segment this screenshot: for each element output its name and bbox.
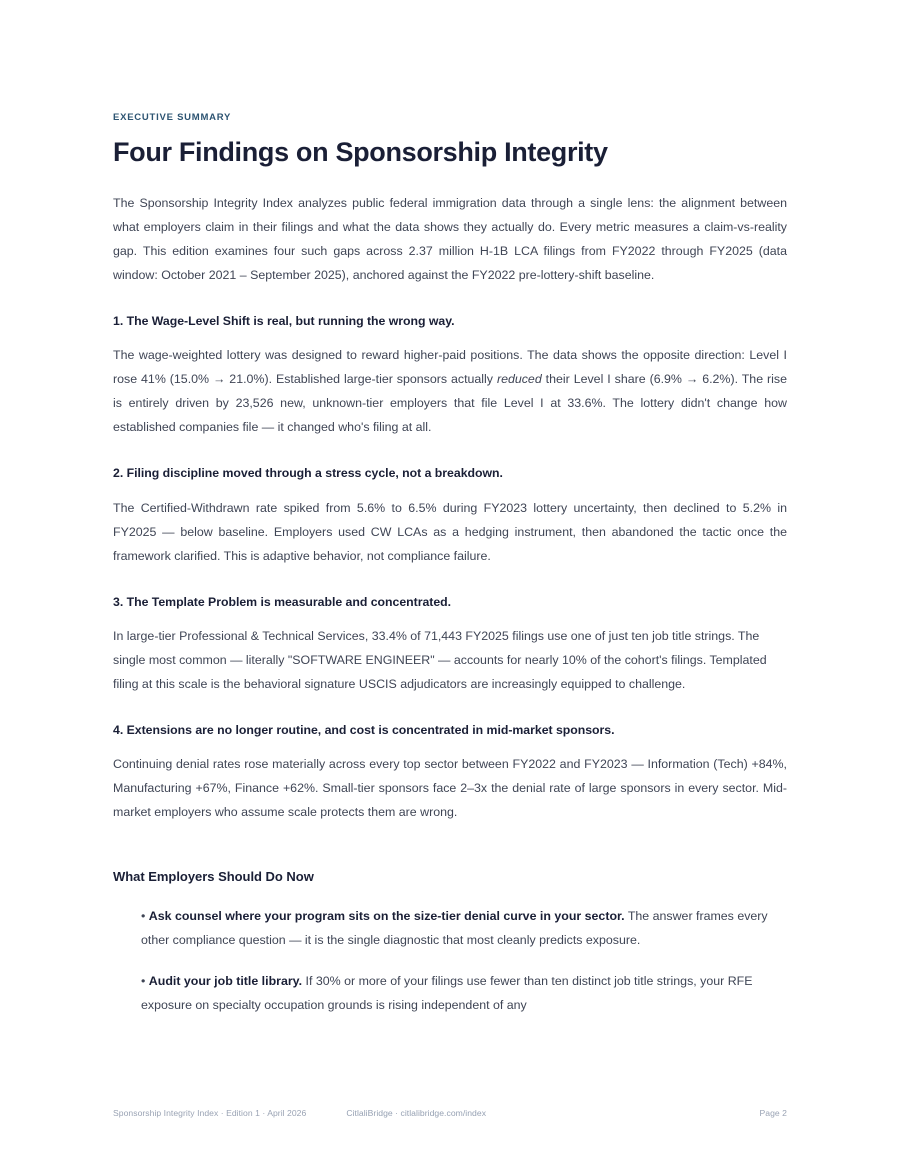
finding-heading-3: 3. The Template Problem is measurable and concentrated. [113, 594, 452, 609]
page-title: Four Findings on Sponsorship Integrity [113, 137, 608, 168]
finding-body-1 [113, 343, 787, 439]
finding-body-4: Continuing denial rates rose materially across every top sector between FY2022 and FY2023 — Information (Tech) +84%, Manufacturing +67%, Finance +62%. Small-tier sponsors face 2–3x the denial rate of large sponsors in every sector. Mid-market employers who assume scale protects them are wrong. [113, 757, 787, 820]
footer-publication: Sponsorship Integrity Index · Edition 1 · April 2026 [113, 1108, 307, 1118]
intro-paragraph: The Sponsorship Integrity Index analyzes public federal immigration data through a single lens: the alignment between what employers claim in their filings and what the data shows they actually do. Every metric measures a claim-vs-reality gap. This edition examines four such gaps across 2.37 million H-1B LCA filings from FY2022 through FY2025 (data window: October 2021 – September 2025), anchored against the FY2022 pre-lottery-shift baseline. [113, 196, 787, 283]
list-item-rest: The answer frames every other compliance question — it is the single diagnostic that most cleanly predicts exposure. [141, 909, 768, 948]
bullet-marker-icon: • [141, 974, 146, 989]
finding-heading-1: 1. The Wage-Level Shift is real, but running the wrong way. [113, 314, 455, 329]
actions-heading: What Employers Should Do Now [113, 869, 314, 885]
list-item-rest: If 30% or more of your filings use fewer than ten distinct job title strings, your RFE exposure on specialty occupation grounds is rising independent of any [141, 974, 753, 1013]
footer-brand: CitlaliBridge · citlalibridge.com/index [346, 1108, 487, 1118]
list-item-lead: Audit your job title library. [148, 974, 303, 989]
finding-heading-4: 4. Extensions are no longer routine, and cost is concentrated in mid-market sponsors. [113, 722, 615, 737]
actions-list [113, 904, 787, 1017]
page-footer [113, 1108, 787, 1118]
list-item [113, 969, 787, 1017]
eyebrow-label: EXECUTIVE SUMMARY [113, 112, 232, 123]
finding-body-1-emphasis: reduced [496, 372, 542, 387]
finding-body-1-post: their Level I share (6.9% → 6.2%). The rise is entirely driven by 23,526 new, unknown-tier employers that file Level I at 33.6%. The lottery didn't change how established companies file — it changed who's filing at all. [113, 372, 787, 435]
finding-heading-2: 2. Filing discipline moved through a stress cycle, not a breakdown. [113, 466, 503, 481]
list-item [113, 904, 787, 952]
finding-body-3: In large-tier Professional & Technical Services, 33.4% of 71,443 FY2025 filings use one of just ten job title strings. The single most common — literally "SOFTWARE ENGINEER" — accounts for nearly 10% of the cohort's filings. Templated filing at this scale is the behavioral signature USCIS adjudicators are increasingly equipped to challenge. [113, 628, 767, 691]
list-item-lead: Ask counsel where your program sits on the size-tier denial curve in your sector. [148, 909, 625, 924]
page-content [113, 112, 787, 1034]
finding-body-1-pre: The wage-weighted lottery was designed to reward higher-paid positions. The data shows the opposite direction: Level I rose 41% (15.0% → 21.0%). Established large-tier sponsors actually [113, 348, 787, 387]
bullet-marker-icon: • [141, 909, 146, 924]
finding-body-2: The Certified-Withdrawn rate spiked from 5.6% to 6.5% during FY2023 lottery uncertainty, then declined to 5.2% in FY2025 — below baseline. Employers used CW LCAs as a hedging instrument, then abandoned the tactic once the framework clarified. This is adaptive behavior, not compliance failure. [113, 500, 787, 563]
footer-page-number: Page 2 [759, 1108, 787, 1118]
